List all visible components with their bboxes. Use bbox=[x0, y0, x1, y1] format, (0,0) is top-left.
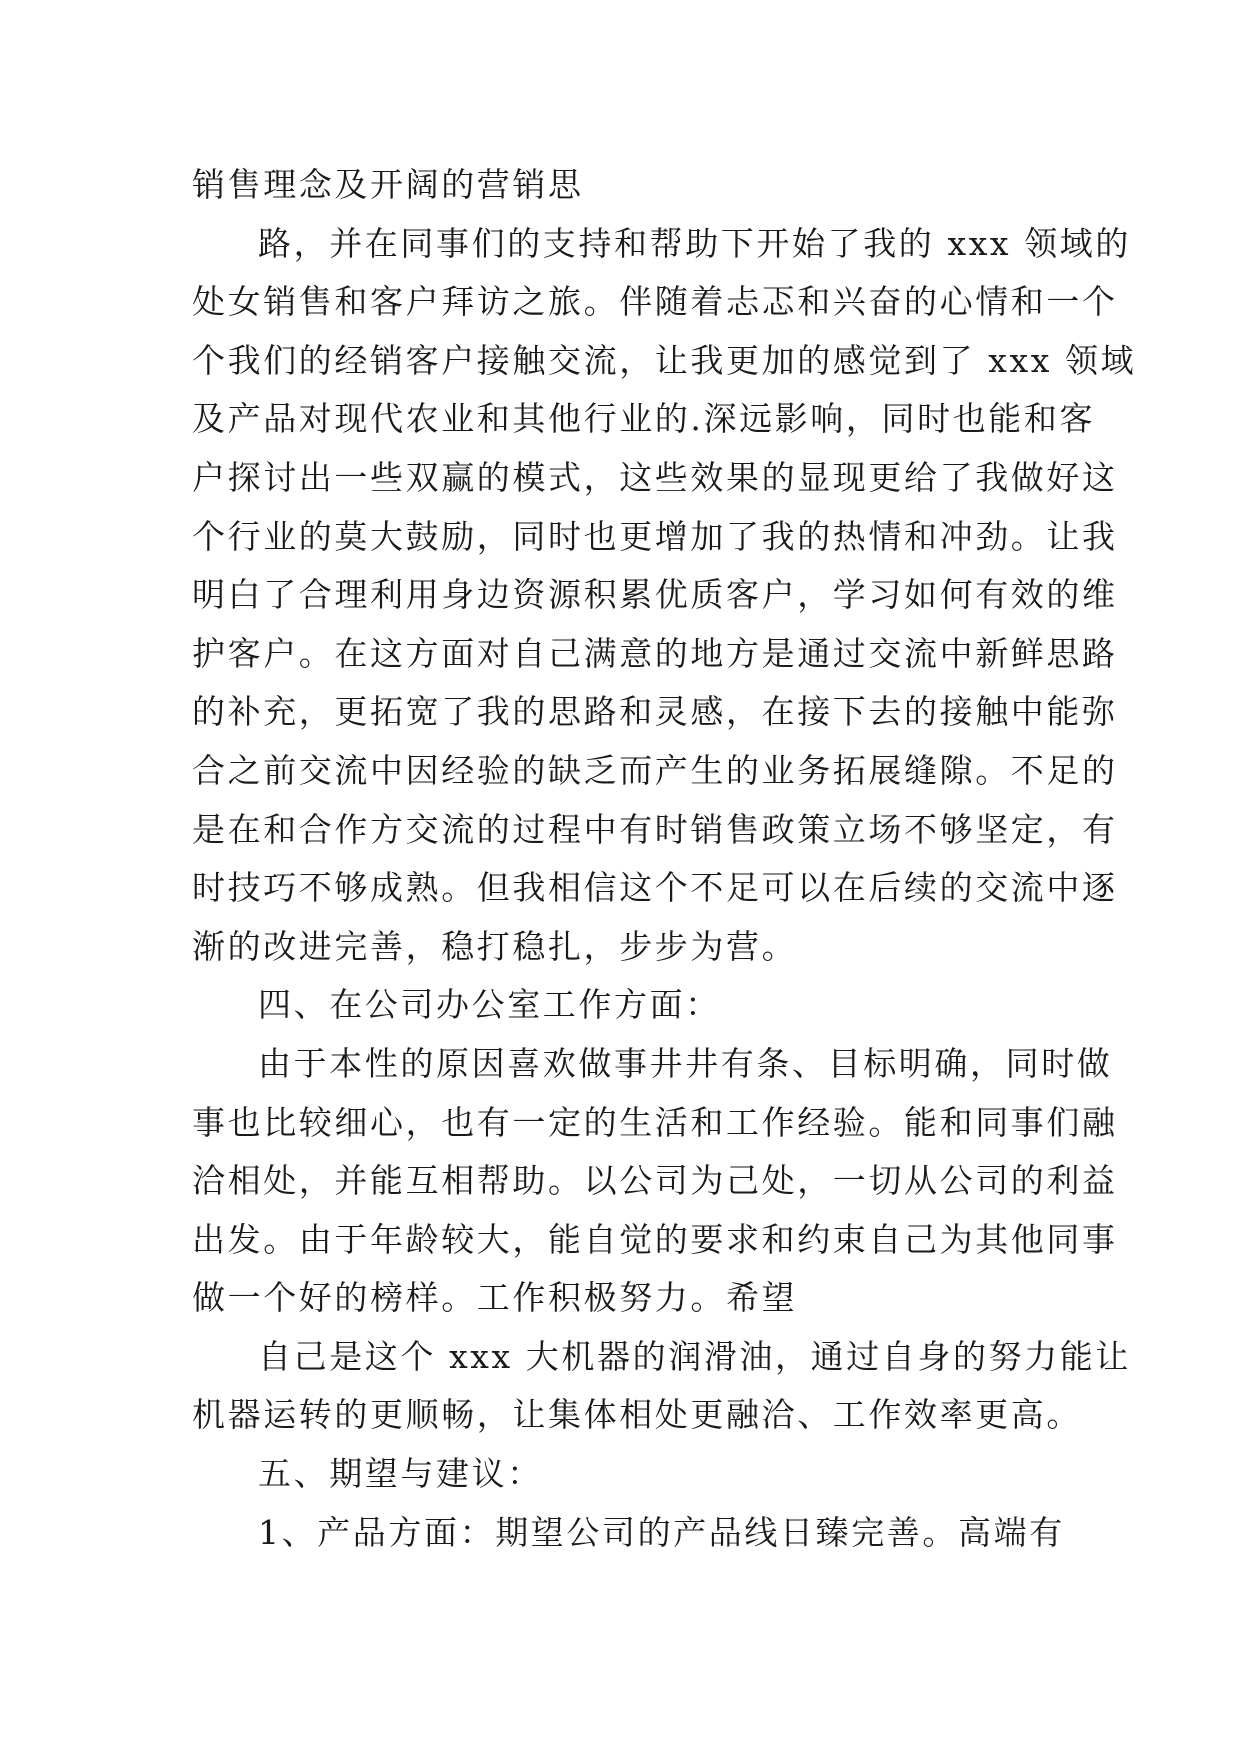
text-line: 销售理念及开阔的营销思 bbox=[192, 165, 584, 204]
text-line: 洽相处，并能互相帮助。以公司为己处，一切从公司的利益 bbox=[192, 1161, 1118, 1201]
text-line: 事也比较细心，也有一定的生活和工作经验。能和同事们融 bbox=[192, 1102, 1118, 1142]
section-heading: 四、在公司办公室工作方面： bbox=[258, 985, 721, 1025]
text-line: 自己是这个 xxx 大机器的润滑油，通过自身的努力能让 bbox=[258, 1336, 1132, 1376]
text-line: 的补充，更拓宽了我的思路和灵感，在接下去的接触中能弥 bbox=[192, 692, 1118, 732]
text-line: 明白了合理利用身边资源积累优质客户，学习如何有效的维 bbox=[192, 575, 1118, 615]
text-line: 是在和合作方交流的过程中有时销售政策立场不够坚定，有 bbox=[192, 809, 1118, 849]
text-line: 路，并在同事们的支持和帮助下开始了我的 xxx 领域的 bbox=[258, 223, 1132, 263]
body-text bbox=[192, 156, 1137, 1562]
text-line: 合之前交流中因经验的缺乏而产生的业务拓展缝隙。不足的 bbox=[192, 750, 1118, 790]
text-line: 做一个好的榜样。工作积极努力。希望 bbox=[192, 1278, 798, 1318]
text-line: 机器运转的更顺畅，让集体相处更融洽、工作效率更高。 bbox=[192, 1395, 1082, 1435]
section-heading: 五、期望与建议： bbox=[258, 1454, 543, 1494]
text-line: 个我们的经销客户接触交流，让我更加的感觉到了 xxx 领域 bbox=[192, 340, 1137, 380]
text-line: 时技巧不够成熟。但我相信这个不足可以在后续的交流中逐 bbox=[192, 868, 1118, 908]
text-line: 户探讨出一些双赢的模式，这些效果的显现更给了我做好这 bbox=[192, 457, 1118, 497]
text-line: 由于本性的原因喜欢做事井井有条、目标明确，同时做 bbox=[258, 1043, 1113, 1083]
text-line: 出发。由于年龄较大，能自觉的要求和约束自己为其他同事 bbox=[192, 1219, 1118, 1259]
text-line: 处女销售和客户拜访之旅。伴随着忐忑和兴奋的心情和一个 bbox=[192, 282, 1118, 322]
list-item: 1、产品方面：期望公司的产品线日臻完善。高端有 bbox=[258, 1512, 1065, 1552]
text-line: 护客户。在这方面对自己满意的地方是通过交流中新鲜思路 bbox=[192, 633, 1118, 673]
text-line: 个行业的莫大鼓励，同时也更增加了我的热情和冲劲。让我 bbox=[192, 516, 1118, 556]
text-line: 渐的改进完善，稳打稳扎，步步为营。 bbox=[192, 926, 798, 966]
text-line: 及产品对现代农业和其他行业的.深远影响，同时也能和客 bbox=[192, 399, 1096, 439]
